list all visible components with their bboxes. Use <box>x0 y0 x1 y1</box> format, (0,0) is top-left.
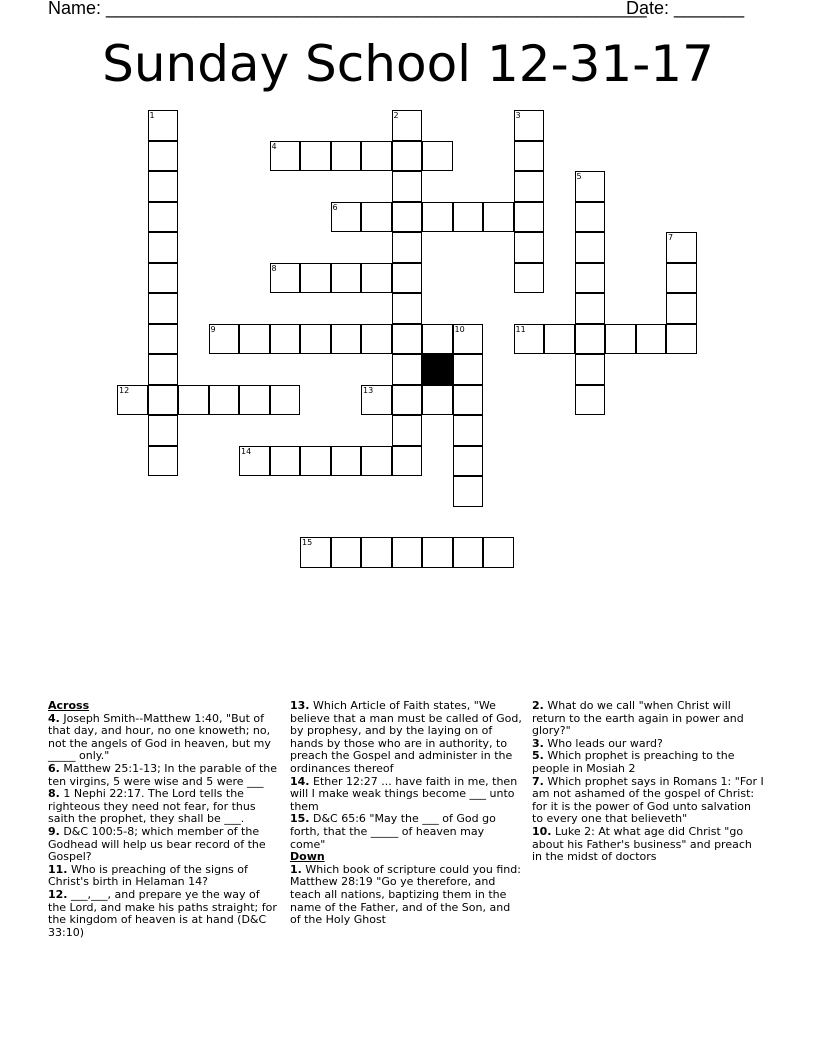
grid-cell[interactable] <box>148 446 179 477</box>
grid-cell[interactable] <box>300 263 331 294</box>
grid-cell[interactable] <box>270 141 301 172</box>
grid-cell[interactable] <box>392 324 423 355</box>
grid-cell[interactable] <box>514 202 545 233</box>
grid-cell[interactable] <box>392 415 423 446</box>
clue-number: 12 <box>119 385 130 395</box>
grid-cell[interactable] <box>392 263 423 294</box>
clue-item <box>532 700 764 738</box>
clue-number: 9 <box>210 324 216 334</box>
grid-cell[interactable] <box>453 476 484 507</box>
clue-text: 1 Nephi 22:17. The Lord tells the righteous they need not fear, for thus saith the prophet, they shall be ___. <box>48 787 256 826</box>
clue-item <box>48 864 280 889</box>
grid-cell[interactable] <box>148 415 179 446</box>
grid-cell[interactable] <box>575 263 606 294</box>
grid-cell[interactable] <box>514 141 545 172</box>
grid-cell[interactable] <box>361 537 392 568</box>
grid-cell[interactable] <box>422 202 453 233</box>
black-cell <box>422 354 453 385</box>
grid-cell[interactable] <box>300 324 331 355</box>
grid-cell[interactable] <box>514 324 545 355</box>
across-heading: Across <box>48 699 90 712</box>
grid-cell[interactable] <box>331 263 362 294</box>
grid-cell[interactable] <box>422 537 453 568</box>
grid-cell[interactable] <box>514 171 545 202</box>
grid-cell[interactable] <box>331 202 362 233</box>
clue-item <box>48 826 280 864</box>
grid-cell[interactable] <box>605 324 636 355</box>
grid-cell[interactable] <box>392 171 423 202</box>
clue-number: 14 <box>241 446 252 456</box>
grid-cell[interactable] <box>453 385 484 416</box>
grid-cell[interactable] <box>331 141 362 172</box>
grid-cell[interactable] <box>575 171 606 202</box>
clue-number: 7 <box>668 233 674 242</box>
clue-number: 9. <box>48 824 60 838</box>
grid-cell[interactable] <box>117 385 148 416</box>
clue-text: Joseph Smith--Matthew 1:40, "But of that day, and hour, no one knoweth; no, not the angels of God in heaven, but my _____ only." <box>48 711 271 763</box>
grid-cell[interactable] <box>239 385 270 416</box>
clues-column-1 <box>48 700 280 939</box>
grid-cell[interactable] <box>483 202 514 233</box>
clue-text: Which Article of Faith states, "We believe that a man must be called of God, by prophesy, and by the laying on of hands by those who are in authority, to preach the Gospel and administer in the ordinances thereof <box>290 699 522 775</box>
clue-text: D&C 100:5-8; which member of the Godhead will help us bear record of the Gospel? <box>48 824 266 864</box>
grid-cell[interactable] <box>148 232 179 263</box>
grid-cell[interactable] <box>514 232 545 263</box>
grid-cell[interactable] <box>270 385 301 416</box>
clue-text: Which book of scripture could you find: Matthew 28:19 "Go ye therefore, and teach all nations, baptizing them in the name of the Father, and of the Son, and of the Holy Ghost <box>290 862 521 927</box>
grid-cell[interactable] <box>270 263 301 294</box>
grid-cell[interactable] <box>300 537 331 568</box>
grid-cell[interactable] <box>483 537 514 568</box>
clue-text: Ether 12:27 ... have faith in me, then will I make weak things become ___ unto them <box>290 774 518 813</box>
clue-item <box>290 700 522 776</box>
grid-cell[interactable] <box>361 141 392 172</box>
grid-cell[interactable] <box>575 202 606 233</box>
clue-number: 15 <box>302 538 313 547</box>
grid-cell[interactable] <box>453 202 484 233</box>
grid-cell[interactable] <box>636 324 667 355</box>
date-field[interactable]: Date: _______ <box>626 0 745 18</box>
clue-text: Which prophet is preaching to the people in Mosiah 2 <box>532 749 735 775</box>
grid-cell[interactable] <box>270 324 301 355</box>
grid-cell[interactable] <box>392 446 423 477</box>
clue-number: 4. <box>48 711 60 725</box>
grid-cell[interactable] <box>392 293 423 324</box>
clue-text: Matthew 25:1-13; In the parable of the ten virgins, 5 were wise and 5 were ___ <box>48 761 278 788</box>
clue-number: 12. <box>48 887 68 901</box>
grid-cell[interactable] <box>422 385 453 416</box>
clue-item <box>532 776 764 826</box>
clues-column-2 <box>290 700 522 927</box>
grid-cell[interactable] <box>209 324 240 355</box>
clue-number: 8 <box>271 263 277 273</box>
grid-cell[interactable] <box>392 110 423 141</box>
clue-number: 1 <box>149 111 155 120</box>
clue-text: ___,___, and prepare ye the way of the Lord, and make his paths straight; for the kingdom of heaven is at hand (D&C 33:10) <box>48 887 277 939</box>
clue-number: 5. <box>532 749 544 763</box>
grid-cell[interactable] <box>575 354 606 385</box>
down-heading: Down <box>290 850 325 864</box>
clues-column-3 <box>532 700 764 864</box>
clue-number: 13. <box>290 699 310 712</box>
clue-number: 4 <box>271 141 277 151</box>
clue-number: 13 <box>363 385 374 395</box>
clue-number: 2. <box>532 699 544 712</box>
grid-cell[interactable] <box>666 232 697 263</box>
name-field[interactable]: Name: ______________________________________________________ <box>48 0 647 18</box>
grid-cell[interactable] <box>239 446 270 477</box>
grid-cell[interactable] <box>148 202 179 233</box>
grid-cell[interactable] <box>331 537 362 568</box>
clue-number: 14. <box>290 774 310 788</box>
grid-cell[interactable] <box>453 537 484 568</box>
grid-cell[interactable] <box>392 232 423 263</box>
grid-cell[interactable] <box>300 446 331 477</box>
grid-cell[interactable] <box>392 385 423 416</box>
grid-cell[interactable] <box>331 446 362 477</box>
clue-text: Which prophet says in Romans 1: "For I am not ashamed of the gospel of Christ: for it is the power of God unto salvation to every one that believeth" <box>532 774 764 826</box>
clue-number: 10 <box>454 324 465 334</box>
grid-cell[interactable] <box>453 446 484 477</box>
grid-cell[interactable] <box>178 385 209 416</box>
clue-text: Who leads our ward? <box>543 736 663 750</box>
grid-cell[interactable] <box>361 202 392 233</box>
grid-cell[interactable] <box>422 324 453 355</box>
clue-number: 6. <box>48 761 60 775</box>
clue-item <box>532 750 764 775</box>
grid-cell[interactable] <box>148 263 179 294</box>
clue-number: 3 <box>515 111 521 120</box>
grid-cell[interactable] <box>148 354 179 385</box>
grid-cell[interactable] <box>148 141 179 172</box>
grid-cell[interactable] <box>666 324 697 355</box>
grid-cell[interactable] <box>575 293 606 324</box>
clue-item <box>48 713 280 763</box>
clue-text: Who is preaching of the signs of Christ's birth in Helaman 14? <box>48 862 248 889</box>
grid-cell[interactable] <box>270 446 301 477</box>
grid-cell[interactable] <box>453 324 484 355</box>
clue-item <box>290 864 522 927</box>
clue-number: 11. <box>48 862 68 876</box>
clue-text: What do we call "when Christ will return to the earth again in power and glory?" <box>532 699 744 738</box>
grid-cell[interactable] <box>514 110 545 141</box>
clue-text: D&C 65:6 "May the ___ of God go forth, that the _____ of heaven may come" <box>290 812 496 851</box>
grid-cell[interactable] <box>575 324 606 355</box>
grid-cell[interactable] <box>361 324 392 355</box>
page-title: Sunday School 12-31-17 <box>102 35 714 93</box>
grid-cell[interactable] <box>300 141 331 172</box>
clue-item <box>48 788 280 826</box>
grid-cell[interactable] <box>666 263 697 294</box>
clue-number: 11 <box>515 324 526 334</box>
clue-item <box>48 889 280 939</box>
grid-cell[interactable] <box>148 324 179 355</box>
grid-cell[interactable] <box>453 415 484 446</box>
grid-cell[interactable] <box>575 385 606 416</box>
grid-cell[interactable] <box>392 202 423 233</box>
clue-number: 15. <box>290 812 310 826</box>
clue-number: 6 <box>332 202 338 212</box>
grid-cell[interactable] <box>361 446 392 477</box>
grid-cell[interactable] <box>514 263 545 294</box>
grid-cell[interactable] <box>422 141 453 172</box>
grid-cell[interactable] <box>331 324 362 355</box>
clue-number: 8. <box>48 787 60 801</box>
clue-number: 1. <box>290 862 302 876</box>
grid-cell[interactable] <box>666 293 697 324</box>
grid-cell[interactable] <box>361 385 392 416</box>
grid-cell[interactable] <box>239 324 270 355</box>
clue-text: Luke 2: At what age did Christ "go about his Father's business" and preach in the midst of doctors <box>532 824 752 864</box>
grid-cell[interactable] <box>392 354 423 385</box>
grid-cell[interactable] <box>148 171 179 202</box>
grid-cell[interactable] <box>544 324 575 355</box>
grid-cell[interactable] <box>392 141 423 172</box>
grid-cell[interactable] <box>148 110 179 141</box>
grid-cell[interactable] <box>392 537 423 568</box>
grid-cell[interactable] <box>209 385 240 416</box>
clue-number: 10. <box>532 824 552 838</box>
clue-item <box>532 826 764 864</box>
clue-number: 3. <box>532 736 544 750</box>
grid-cell[interactable] <box>575 232 606 263</box>
grid-cell[interactable] <box>148 385 179 416</box>
grid-cell[interactable] <box>361 263 392 294</box>
clue-item <box>48 763 280 788</box>
clue-number: 5 <box>576 172 582 181</box>
clue-item <box>290 813 522 851</box>
grid-cell[interactable] <box>148 293 179 324</box>
clue-number: 2 <box>393 111 399 120</box>
clue-number: 7. <box>532 774 544 788</box>
grid-cell[interactable] <box>453 354 484 385</box>
clue-item <box>290 776 522 814</box>
